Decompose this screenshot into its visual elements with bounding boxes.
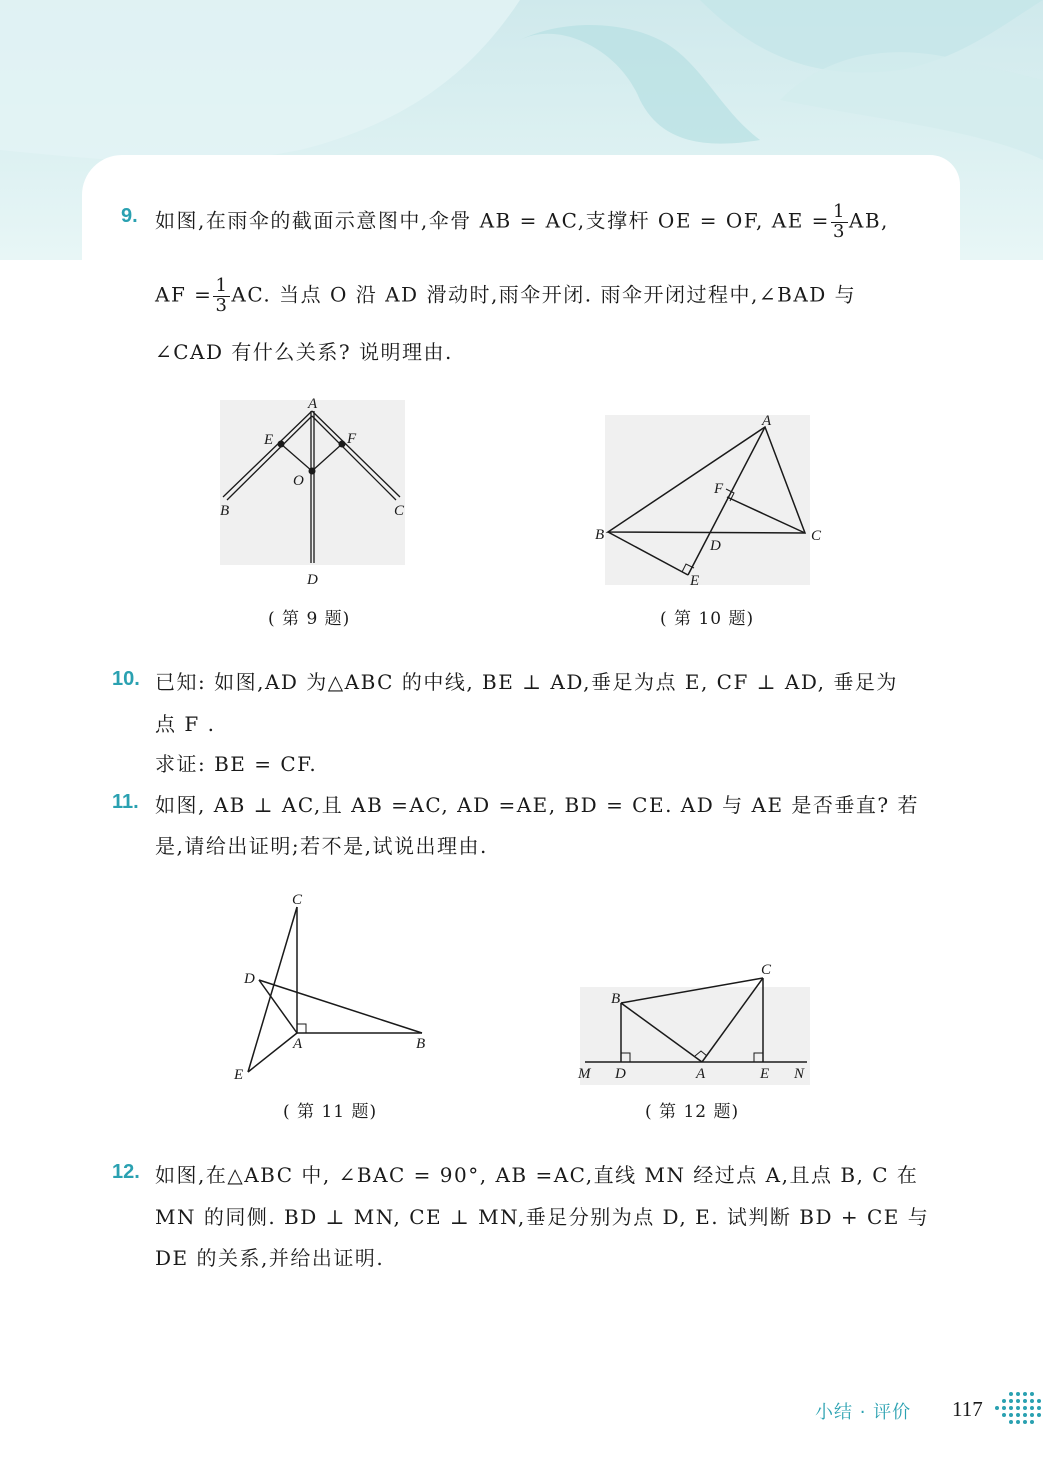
- label-D: D: [307, 572, 318, 588]
- question-12-line-3: DE 的关系,并给出证明.: [155, 1246, 385, 1270]
- fraction-one-third: [831, 203, 848, 241]
- question-9-line-1: [155, 203, 889, 241]
- label-D: D: [615, 1066, 626, 1082]
- figure-10-triangle: [590, 405, 830, 595]
- label-E: E: [760, 1066, 770, 1082]
- question-10-line-1: 已知: 如图,AD 为△ABC 的中线, BE ⊥ AD,垂足为点 E, CF ⊥ AD, 垂足为: [155, 670, 898, 694]
- figure-10-caption: ( 第 10 题): [660, 609, 755, 629]
- question-10-line-3: 求证: BE = CF.: [155, 752, 318, 776]
- label-E: E: [690, 573, 700, 589]
- dot-pattern-icon: [993, 1388, 1043, 1428]
- label-N: N: [794, 1066, 805, 1082]
- frac-den: 3: [215, 295, 229, 316]
- question-10-line-2: 点 F .: [155, 712, 216, 736]
- question-12-line-1: 如图,在△ABC 中, ∠BAC = 90°, AB =AC,直线 MN 经过点 A,且点 B, C 在: [155, 1163, 919, 1187]
- page-number: 117: [952, 1397, 983, 1421]
- label-A: A: [293, 1036, 303, 1052]
- label-C: C: [761, 962, 772, 978]
- label-M: M: [578, 1066, 591, 1082]
- label-F: F: [714, 481, 724, 497]
- label-F: F: [347, 431, 357, 447]
- frac-den: 3: [832, 221, 846, 242]
- label-C: C: [292, 892, 303, 908]
- q9-text-2-rest: AC. 当点 O 沿 AD 滑动时,雨伞开闭. 雨伞开闭过程中,∠BAD 与: [231, 282, 857, 307]
- question-9-line-2: [155, 277, 856, 315]
- label-E: E: [234, 1067, 244, 1083]
- figure-9-caption: ( 第 9 题): [268, 609, 351, 629]
- question-9-line-3: ∠CAD 有什么关系? 说明理由.: [155, 340, 453, 364]
- figure-11: [225, 885, 440, 1085]
- label-B: B: [220, 503, 230, 519]
- label-D: D: [710, 538, 721, 554]
- label-A: A: [696, 1066, 706, 1082]
- label-B: B: [611, 991, 621, 1007]
- figure-12: [575, 955, 815, 1090]
- fraction-one-third-2: [213, 277, 230, 315]
- label-C: C: [394, 503, 405, 519]
- figure-11-caption: ( 第 11 题): [283, 1102, 378, 1122]
- question-11-number: 11.: [112, 791, 139, 813]
- q9-text-1: 如图,在雨伞的截面示意图中,伞骨 AB = AC,支撑杆 OE = OF, AE =: [155, 208, 830, 233]
- question-11-line-2: 是,请给出证明;若不是,试说出理由.: [155, 834, 488, 858]
- label-B: B: [416, 1036, 426, 1052]
- question-9-number: 9.: [121, 205, 138, 227]
- question-11-line-1: 如图, AB ⊥ AC,且 AB =AC, AD =AE, BD = CE. AD 与 AE 是否垂直? 若: [155, 793, 919, 817]
- figure-9-umbrella: [215, 395, 415, 595]
- label-O: O: [293, 473, 304, 489]
- question-12-line-2: MN 的同侧. BD ⊥ MN, CE ⊥ MN,垂足分别为点 D, E. 试判断 BD + CE 与: [155, 1205, 930, 1229]
- figure-12-caption: ( 第 12 题): [645, 1102, 740, 1122]
- q9-text-2-start: AF =: [155, 282, 213, 307]
- frac-num: 1: [832, 201, 846, 222]
- label-C: C: [811, 528, 822, 544]
- label-A: A: [762, 413, 772, 429]
- label-E: E: [264, 432, 274, 448]
- label-D: D: [244, 971, 255, 987]
- footer-section-title: 小结 · 评价: [815, 1402, 912, 1423]
- frac-num: 1: [215, 275, 229, 296]
- label-B: B: [595, 527, 605, 543]
- question-10-number: 10.: [112, 668, 140, 690]
- label-A: A: [308, 396, 318, 412]
- q9-text-1-end: AB,: [848, 208, 889, 233]
- question-12-number: 12.: [112, 1161, 140, 1183]
